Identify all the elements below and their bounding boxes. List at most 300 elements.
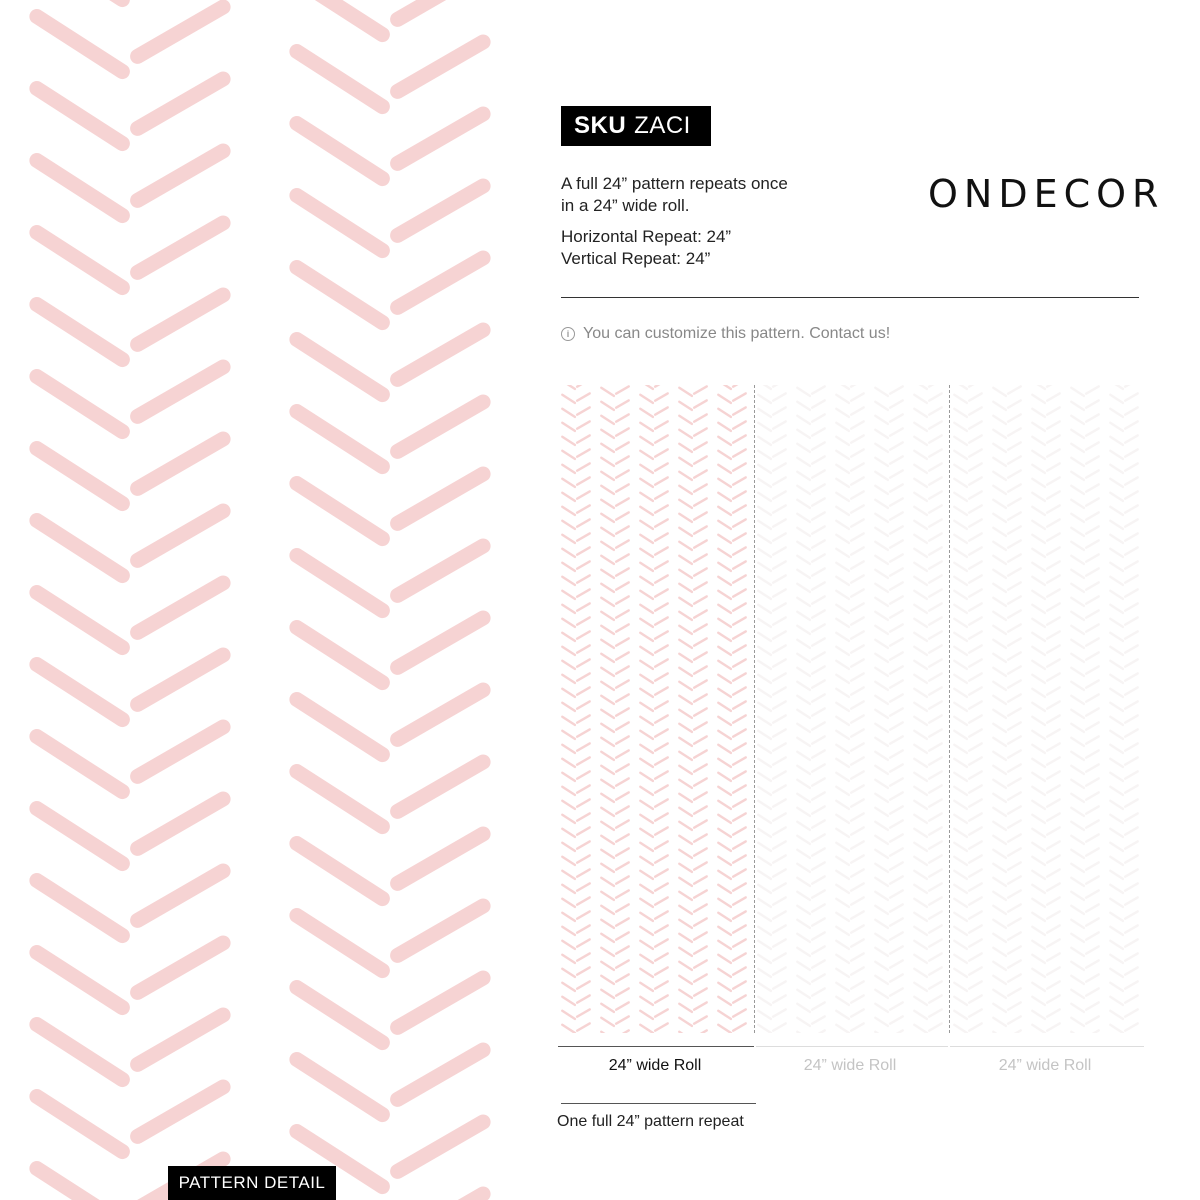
pattern-stroke: [562, 521, 575, 529]
pattern-stroke: [1086, 400, 1099, 407]
pattern-stroke: [694, 890, 707, 897]
pattern-stroke: [914, 577, 927, 585]
pattern-stroke: [577, 925, 590, 932]
pattern-stroke: [1071, 626, 1084, 634]
pattern-stroke: [875, 948, 888, 956]
pattern-stroke: [601, 472, 614, 480]
pattern-stroke: [969, 813, 982, 820]
pattern-stroke: [890, 820, 903, 827]
pattern-stroke: [914, 871, 927, 879]
pattern-stroke: [1032, 493, 1045, 501]
pattern-stroke: [733, 659, 746, 666]
pattern-stroke: [1071, 528, 1084, 536]
pattern-stroke: [954, 787, 967, 795]
pattern-stroke: [812, 722, 825, 729]
pattern-stroke: [993, 892, 1006, 900]
pattern-stroke: [929, 631, 942, 638]
pattern-stroke: [993, 1032, 1006, 1033]
pattern-stroke: [1047, 575, 1060, 582]
pattern-stroke: [797, 780, 810, 788]
pattern-stroke: [875, 976, 888, 984]
pattern-stroke: [679, 752, 692, 760]
pattern-stroke: [640, 787, 653, 795]
pattern-stroke: [733, 1009, 746, 1016]
pattern-stroke: [1086, 1016, 1099, 1023]
pattern-stroke: [836, 773, 849, 781]
pattern-stroke: [577, 435, 590, 442]
pattern-stroke: [929, 771, 942, 778]
pattern-stroke: [1125, 491, 1138, 498]
pattern-stroke: [969, 547, 982, 554]
pattern-stroke: [758, 871, 771, 879]
pattern-stroke: [577, 617, 590, 624]
pattern-stroke: [577, 659, 590, 666]
pattern-stroke: [297, 196, 383, 251]
pattern-stroke: [914, 703, 927, 711]
pattern-stroke: [851, 617, 864, 624]
pattern-stroke: [1047, 533, 1060, 540]
pattern-stroke: [718, 507, 731, 515]
pattern-stroke: [733, 939, 746, 946]
pattern-stroke: [1086, 932, 1099, 939]
pattern-stroke: [836, 731, 849, 739]
pattern-stroke: [37, 1025, 123, 1080]
pattern-stroke: [851, 813, 864, 820]
pattern-stroke: [890, 1016, 903, 1023]
pattern-stroke: [875, 500, 888, 508]
pattern-stroke: [694, 498, 707, 505]
pattern-stroke: [733, 477, 746, 484]
pattern-stroke: [733, 855, 746, 862]
pattern-stroke: [993, 794, 1006, 802]
customize-note[interactable]: [561, 325, 890, 343]
pattern-stroke: [1086, 568, 1099, 575]
pattern-stroke: [601, 682, 614, 690]
pattern-stroke: [797, 570, 810, 578]
pattern-stroke: [1032, 843, 1045, 851]
pattern-stroke: [812, 498, 825, 505]
pattern-stroke: [1110, 717, 1123, 725]
pattern-stroke: [836, 675, 849, 683]
pattern-stroke: [1125, 645, 1138, 652]
pattern-stroke: [562, 423, 575, 431]
pattern-stroke: [969, 785, 982, 792]
pattern-stroke: [1032, 521, 1045, 529]
pattern-stroke: [797, 444, 810, 452]
pattern-stroke: [1032, 507, 1045, 515]
pattern-stroke: [640, 493, 653, 501]
pattern-stroke: [773, 869, 786, 876]
pattern-stroke: [601, 668, 614, 676]
pattern-stroke: [929, 687, 942, 694]
pattern-stroke: [758, 385, 771, 389]
pattern-stroke: [1047, 1009, 1060, 1016]
pattern-stroke: [1008, 974, 1021, 981]
pattern-stroke: [640, 619, 653, 627]
pattern-stroke: [954, 885, 967, 893]
pattern-stroke: [993, 724, 1006, 732]
pattern-stroke: [914, 385, 927, 389]
pattern-stroke: [954, 647, 967, 655]
pattern-stroke: [1110, 479, 1123, 487]
pattern-stroke: [812, 764, 825, 771]
pattern-stroke: [577, 869, 590, 876]
pattern-stroke: [577, 743, 590, 750]
pattern-stroke: [929, 575, 942, 582]
pattern-stroke: [812, 792, 825, 799]
pattern-stroke: [914, 731, 927, 739]
pattern-stroke: [640, 815, 653, 823]
pattern-stroke: [679, 668, 692, 676]
pattern-stroke: [914, 633, 927, 641]
pattern-stroke: [1008, 554, 1021, 561]
pattern-stroke: [577, 1023, 590, 1030]
pattern-stroke: [1086, 946, 1099, 953]
pattern-stroke: [890, 512, 903, 519]
pattern-stroke: [1032, 773, 1045, 781]
pattern-stroke: [1125, 673, 1138, 680]
pattern-stroke: [679, 430, 692, 438]
pattern-stroke: [758, 661, 771, 669]
pattern-stroke: [640, 577, 653, 585]
pattern-stroke: [640, 451, 653, 459]
pattern-stroke: [1071, 654, 1084, 662]
pattern-stroke: [1008, 680, 1021, 687]
pattern-stroke: [601, 836, 614, 844]
pattern-stroke: [601, 500, 614, 508]
pattern-stroke: [1071, 920, 1084, 928]
pattern-stroke: [914, 899, 927, 907]
pattern-stroke: [1032, 927, 1045, 935]
pattern-stroke: [773, 407, 786, 414]
pattern-stroke: [1008, 610, 1021, 617]
pattern-stroke: [969, 1009, 982, 1016]
pattern-stroke: [890, 708, 903, 715]
pattern-stroke: [875, 528, 888, 536]
pattern-stroke: [733, 505, 746, 512]
pattern-stroke: [1032, 885, 1045, 893]
pattern-stroke: [1047, 589, 1060, 596]
pattern-stroke: [640, 927, 653, 935]
pattern-stroke: [797, 668, 810, 676]
pattern-stroke: [601, 402, 614, 410]
pattern-stroke: [836, 507, 849, 515]
pattern-stroke: [993, 402, 1006, 410]
pattern-stroke: [773, 645, 786, 652]
pattern-stroke: [1071, 990, 1084, 998]
pattern-stroke: [929, 715, 942, 722]
pattern-stroke: [1110, 437, 1123, 445]
pattern-stroke: [640, 941, 653, 949]
pattern-stroke: [694, 540, 707, 547]
pattern-stroke: [969, 715, 982, 722]
pattern-stroke: [679, 850, 692, 858]
pattern-stroke: [1125, 617, 1138, 624]
pattern-stroke: [138, 367, 224, 416]
pattern-stroke: [1047, 645, 1060, 652]
pattern-stroke: [577, 911, 590, 918]
pattern-stroke: [851, 911, 864, 918]
pattern-stroke: [1047, 407, 1060, 414]
pattern-stroke: [577, 981, 590, 988]
pattern-stroke: [773, 631, 786, 638]
pattern-stroke: [797, 654, 810, 662]
pattern-stroke: [1086, 526, 1099, 533]
pattern-stroke: [954, 451, 967, 459]
pattern-stroke: [914, 1025, 927, 1033]
pattern-stroke: [718, 717, 731, 725]
pattern-stroke: [1125, 743, 1138, 750]
pattern-stroke: [1032, 591, 1045, 599]
pattern-stroke: [875, 402, 888, 410]
pattern-stroke: [1008, 596, 1021, 603]
pattern-stroke: [929, 519, 942, 526]
pattern-stroke: [694, 778, 707, 785]
pattern-stroke: [812, 512, 825, 519]
pattern-stroke: [836, 1011, 849, 1019]
pattern-stroke: [1086, 820, 1099, 827]
pattern-stroke: [836, 605, 849, 613]
pattern-stroke: [1086, 1030, 1099, 1033]
pattern-stroke: [577, 505, 590, 512]
pattern-stroke: [758, 941, 771, 949]
pattern-stroke: [1125, 729, 1138, 736]
pattern-stroke: [890, 932, 903, 939]
pattern-stroke: [1110, 885, 1123, 893]
pattern-stroke: [562, 647, 575, 655]
pattern-stroke: [1047, 463, 1060, 470]
pattern-stroke: [1008, 750, 1021, 757]
pattern-stroke: [679, 990, 692, 998]
pattern-stroke: [1008, 862, 1021, 869]
pattern-stroke: [797, 1004, 810, 1012]
pattern-stroke: [601, 528, 614, 536]
pattern-stroke: [577, 1009, 590, 1016]
pattern-stroke: [718, 731, 731, 739]
pattern-stroke: [954, 773, 967, 781]
pattern-stroke: [679, 696, 692, 704]
pattern-stroke: [297, 484, 383, 539]
pattern-stroke: [733, 435, 746, 442]
pattern-stroke: [1047, 1023, 1060, 1030]
pattern-stroke: [733, 631, 746, 638]
pattern-stroke: [616, 1030, 629, 1033]
pattern-stroke: [1125, 981, 1138, 988]
pattern-stroke: [851, 1023, 864, 1030]
pattern-stroke: [718, 521, 731, 529]
pattern-stroke: [1008, 666, 1021, 673]
pattern-stroke: [138, 799, 224, 848]
pattern-stroke: [138, 871, 224, 920]
pattern-stroke: [914, 745, 927, 753]
pattern-stroke: [875, 654, 888, 662]
pattern-stroke: [812, 652, 825, 659]
pattern-stroke: [969, 617, 982, 624]
pattern-stroke: [1086, 694, 1099, 701]
pattern-stroke: [890, 442, 903, 449]
pattern-stroke: [1110, 675, 1123, 683]
pattern-stroke: [851, 995, 864, 1002]
pattern-stroke: [797, 542, 810, 550]
pattern-stroke: [616, 414, 629, 421]
pattern-stroke: [577, 883, 590, 890]
pattern-stroke: [679, 486, 692, 494]
pattern-stroke: [601, 1018, 614, 1026]
pattern-stroke: [1032, 689, 1045, 697]
pattern-stroke: [954, 703, 967, 711]
pattern-stroke: [836, 521, 849, 529]
pattern-stroke: [616, 498, 629, 505]
pattern-stroke: [601, 486, 614, 494]
pattern-stroke: [812, 484, 825, 491]
pattern-stroke: [758, 927, 771, 935]
pattern-stroke: [577, 757, 590, 764]
pattern-stroke: [1086, 414, 1099, 421]
pattern-stroke: [1032, 1011, 1045, 1019]
pattern-stroke: [1071, 682, 1084, 690]
pattern-stroke: [398, 834, 484, 883]
pattern-stroke: [993, 808, 1006, 816]
pattern-stroke: [1110, 633, 1123, 641]
pattern-stroke: [601, 906, 614, 914]
pattern-stroke: [640, 913, 653, 921]
pattern-stroke: [616, 876, 629, 883]
pattern-stroke: [758, 829, 771, 837]
pattern-stroke: [758, 507, 771, 515]
pattern-stroke: [718, 465, 731, 473]
pattern-stroke: [969, 827, 982, 834]
pattern-stroke: [640, 563, 653, 571]
pattern-stroke: [1125, 911, 1138, 918]
pattern-stroke: [138, 1087, 224, 1136]
pattern-stroke: [797, 500, 810, 508]
pattern-stroke: [1125, 393, 1138, 400]
pattern-stroke: [875, 444, 888, 452]
pattern-stroke: [875, 640, 888, 648]
pattern-stroke: [718, 801, 731, 809]
pattern-stroke: [954, 675, 967, 683]
pattern-stroke: [694, 428, 707, 435]
pattern-stroke: [562, 997, 575, 1005]
pattern-stroke: [851, 561, 864, 568]
pattern-stroke: [577, 603, 590, 610]
pattern-stroke: [758, 955, 771, 963]
pattern-stroke: [1071, 850, 1084, 858]
pattern-stroke: [679, 724, 692, 732]
pattern-stroke: [993, 458, 1006, 466]
pattern-stroke: [875, 710, 888, 718]
pattern-stroke: [694, 554, 707, 561]
pattern-stroke: [297, 124, 383, 179]
pattern-stroke: [993, 682, 1006, 690]
pattern-stroke: [616, 890, 629, 897]
pattern-stroke: [1125, 995, 1138, 1002]
pattern-stroke: [1008, 708, 1021, 715]
pattern-stroke: [1125, 631, 1138, 638]
pattern-stroke: [797, 682, 810, 690]
pattern-stroke: [875, 542, 888, 550]
pattern-stroke: [773, 435, 786, 442]
pattern-stroke: [640, 885, 653, 893]
pattern-stroke: [836, 689, 849, 697]
pattern-stroke: [1008, 540, 1021, 547]
pattern-stroke: [773, 421, 786, 428]
pattern-stroke: [679, 892, 692, 900]
pattern-stroke: [1008, 820, 1021, 827]
pattern-stroke: [1047, 505, 1060, 512]
pattern-stroke: [1071, 668, 1084, 676]
pattern-stroke: [1110, 969, 1123, 977]
pattern-stroke: [562, 661, 575, 669]
pattern-stroke: [1032, 619, 1045, 627]
pattern-stroke: [694, 876, 707, 883]
pattern-stroke: [718, 1025, 731, 1033]
pattern-stroke: [954, 857, 967, 865]
pattern-stroke: [914, 591, 927, 599]
pattern-stroke: [718, 759, 731, 767]
pattern-stroke: [1032, 829, 1045, 837]
pattern-stroke: [1032, 997, 1045, 1005]
pattern-stroke: [1032, 899, 1045, 907]
pattern-stroke: [812, 428, 825, 435]
pattern-stroke: [890, 1030, 903, 1033]
pattern-stroke: [890, 596, 903, 603]
pattern-stroke: [773, 925, 786, 932]
pattern-stroke: [562, 437, 575, 445]
pattern-stroke: [890, 988, 903, 995]
pattern-stroke: [562, 493, 575, 501]
pattern-stroke: [640, 423, 653, 431]
pattern-stroke: [694, 904, 707, 911]
pattern-stroke: [875, 1018, 888, 1026]
pattern-stroke: [1071, 430, 1084, 438]
pattern-stroke: [812, 610, 825, 617]
pattern-stroke: [679, 1032, 692, 1033]
pattern-stroke: [1071, 878, 1084, 886]
pattern-stroke: [954, 801, 967, 809]
pattern-stroke: [37, 17, 123, 72]
pattern-stroke: [1125, 701, 1138, 708]
pattern-stroke: [562, 801, 575, 809]
pattern-stroke: [733, 799, 746, 806]
pattern-stroke: [655, 715, 668, 722]
pattern-stroke: [773, 561, 786, 568]
pattern-stroke: [562, 843, 575, 851]
roll-2-preview: [754, 385, 948, 1033]
pattern-stroke: [577, 715, 590, 722]
pattern-stroke: [929, 883, 942, 890]
pattern-stroke: [655, 463, 668, 470]
pattern-stroke: [1086, 470, 1099, 477]
pattern-stroke: [718, 857, 731, 865]
pattern-stroke: [1110, 997, 1123, 1005]
pattern-stroke: [773, 729, 786, 736]
pattern-stroke: [954, 983, 967, 991]
pattern-stroke: [773, 575, 786, 582]
pattern-stroke: [1047, 687, 1060, 694]
pattern-stroke: [797, 766, 810, 774]
pattern-stroke: [694, 582, 707, 589]
pattern-stroke: [812, 806, 825, 813]
pattern-stroke: [655, 505, 668, 512]
pattern-stroke: [655, 561, 668, 568]
pattern-stroke: [758, 787, 771, 795]
pattern-stroke: [836, 997, 849, 1005]
pattern-stroke: [812, 918, 825, 925]
pattern-stroke: [1032, 465, 1045, 473]
pattern-stroke: [773, 463, 786, 470]
pattern-stroke: [733, 757, 746, 764]
